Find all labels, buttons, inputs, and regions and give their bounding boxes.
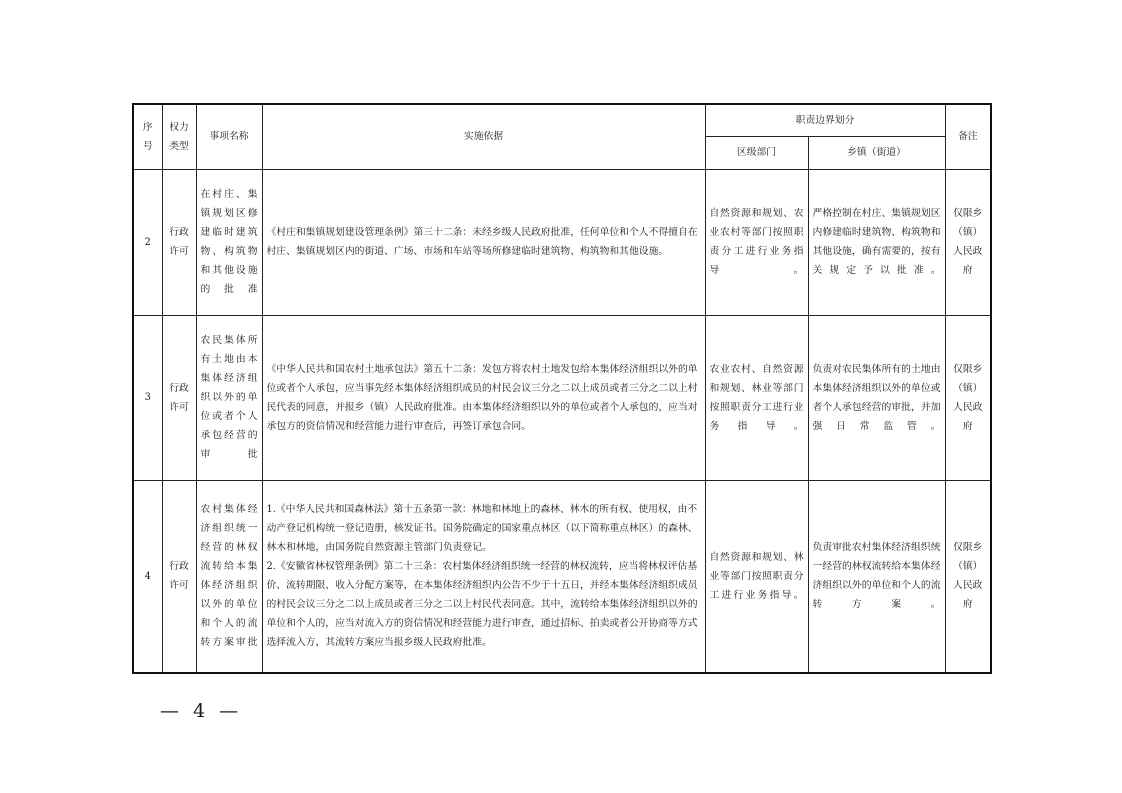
- page-number: — 4 —: [160, 700, 243, 722]
- header-row-1: [133, 104, 991, 136]
- row-remarks: 仅限乡（镇）人民政府: [945, 480, 991, 673]
- row-seq: 4: [133, 480, 162, 673]
- row-district: 自然资源和规划、农业农村等部门按照职责分工进行业务指导。: [705, 169, 808, 315]
- row-district: 自然资源和规划、林业等部门按照职责分工进行业务指导。: [705, 480, 808, 673]
- row-power-type: 行政许可: [162, 169, 196, 315]
- table-row: [133, 169, 991, 315]
- row-power-type: 行政许可: [162, 480, 196, 673]
- row-basis: [262, 480, 705, 673]
- row-basis-item-2: 2.《安徽省林权管理条例》第二十三条：农村集体经济组织统一经营的林权流转，应当将林权评估基价、流转期限、收入分配方案等，在本集体经济组织内公告不少于十五日，并经本集体经济组织成员的村民会议三分之二以上成员或者三分之二以上村民代表同意。其中，流转给本集体经济组织以外的单位和个人的，应当对流入方的资信情况和经营能力进行审查，通过招标、拍卖或者公开协商等方式选择流入方，其流转方案应当报乡级人民政府批准。: [266, 561, 698, 649]
- table-row: [133, 315, 991, 480]
- header-township: 乡镇（街道）: [808, 136, 945, 169]
- header-district: 区级部门: [705, 136, 808, 169]
- row-basis: 《中华人民共和国农村土地承包法》第五十二条：发包方将农村土地发包给本集体经济组织以外的单位或者个人承包，应当事先经本集体经济组织成员的村民会议三分之二以上成员或者三分之二以上村民代表的同意，并报乡（镇）人民政府批准。由本集体经济组织以外的单位或者个人承包的，应当对承包方的资信情况和经营能力进行审查后，再签订承包合同。: [262, 315, 705, 480]
- row-remarks: 仅限乡（镇）人民政府: [945, 315, 991, 480]
- header-duty: 职责边界划分: [705, 104, 945, 136]
- row-power-type: 行政许可: [162, 315, 196, 480]
- row-seq: 3: [133, 315, 162, 480]
- header-remarks: 备注: [945, 104, 991, 169]
- row-item-name: 农民集体所有土地由本集体经济组织以外的单位或者个人承包经营的审批: [196, 315, 262, 480]
- row-seq: 2: [133, 169, 162, 315]
- row-township: 严格控制在村庄、集镇规划区内修建临时建筑物、构筑物和其他设施，确有需要的，按有关规定予以批准。: [808, 169, 945, 315]
- header-basis: 实施依据: [262, 104, 705, 169]
- row-district: 农业农村、自然资源和规划、林业等部门按照职责分工进行业务指导。: [705, 315, 808, 480]
- header-item-name: 事项名称: [196, 104, 262, 169]
- row-basis-item-1: 1.《中华人民共和国森林法》第十五条第一款：林地和林地上的森林、林木的所有权、使用权，由不动产登记机构统一登记造册，核发证书。国务院确定的国家重点林区（以下简称重点林区）的森林、林木和林地，由国务院自然资源主管部门负责登记。: [266, 504, 698, 554]
- header-power-type: 权力类型: [162, 104, 196, 169]
- row-remarks: 仅限乡（镇）人民政府: [945, 169, 991, 315]
- row-township: 负责审批农村集体经济组织统一经营的林权流转给本集体经济组织以外的单位和个人的流转方案。: [808, 480, 945, 673]
- header-seq: 序号: [133, 104, 162, 169]
- row-item-name: 农村集体经济组织统一经营的林权流转给本集体经济组织以外的单位和个人的流转方案审批: [196, 480, 262, 673]
- row-township: 负责对农民集体所有的土地由本集体经济组织以外的单位或者个人承包经营的审批，并加强日常监管。: [808, 315, 945, 480]
- power-list-table: [132, 103, 992, 674]
- row-basis: 《村庄和集镇规划建设管理条例》第三十二条：未经乡级人民政府批准，任何单位和个人不得擅自在村庄、集镇规划区内的街道、广场、市场和车站等场所修建临时建筑物、构筑物和其他设施。: [262, 169, 705, 315]
- table-row: [133, 480, 991, 673]
- row-item-name: 在村庄、集镇规划区修建临时建筑物、构筑物和其他设施的批准: [196, 169, 262, 315]
